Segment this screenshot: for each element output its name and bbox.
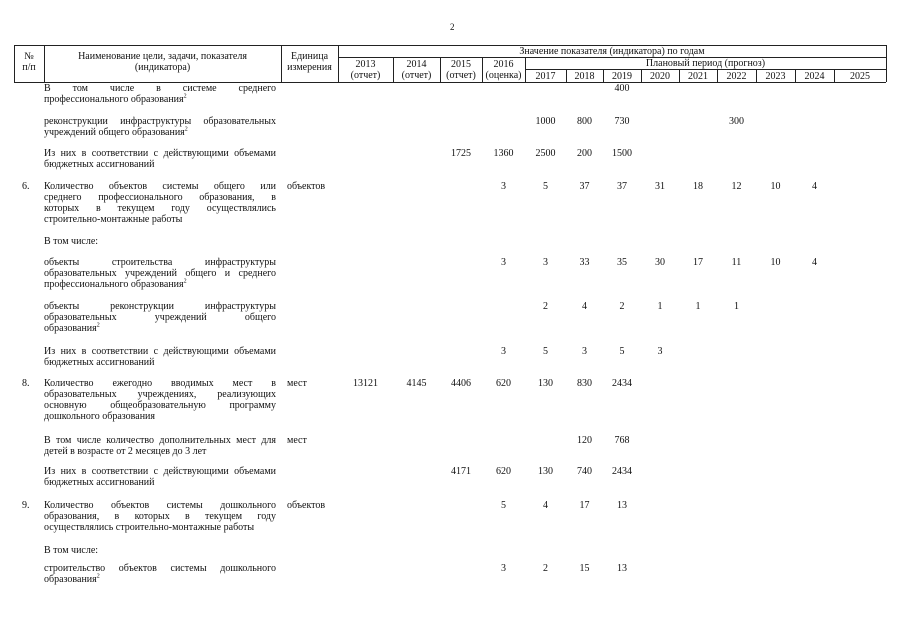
- row-number: 6.: [22, 181, 30, 192]
- header-plan-year: 2017: [535, 71, 556, 82]
- row-value: 30: [655, 257, 665, 268]
- row-label-line: образовательных учреждений общего: [44, 312, 276, 323]
- row-value: 18: [693, 181, 703, 192]
- row-value: 1: [657, 301, 663, 312]
- footnote-marker: 2: [96, 322, 100, 329]
- row-unit: мест: [287, 435, 307, 446]
- header-plan-year: 2022: [726, 71, 747, 82]
- row-label-line: Количество ежегодно вводимых мест в: [44, 378, 276, 389]
- row-label-line: осуществлялись строительно-монтажные работы: [44, 522, 255, 533]
- row-value: 4145: [406, 378, 427, 389]
- header-year: 2013: [355, 59, 376, 70]
- row-value: 5: [501, 500, 506, 511]
- row-value: 768: [614, 435, 630, 446]
- header-year: 2014: [406, 59, 427, 70]
- row-value: 10: [770, 257, 781, 268]
- row-value: 5: [543, 346, 548, 357]
- row-value: 4: [812, 181, 817, 192]
- row-value: 11: [731, 257, 742, 268]
- row-value: 4171: [451, 466, 471, 477]
- row-value: 620: [496, 466, 511, 477]
- row-value: 17: [579, 500, 590, 511]
- row-value: 4: [582, 301, 587, 312]
- row-label-line: которых в текущем году осуществлялись: [44, 203, 276, 214]
- row-value: 35: [617, 257, 627, 268]
- row-label-line: профессионального образования$^2$: [44, 278, 187, 290]
- row-label-line: образовательных учреждений общего и среднего: [44, 268, 276, 279]
- row-value: 3: [501, 181, 506, 192]
- row-value: 5: [543, 181, 548, 192]
- row-label-line: строительство объектов системы дошкольного: [44, 563, 276, 574]
- row-unit: объектов: [287, 181, 326, 192]
- header-year: 2015: [451, 59, 471, 70]
- row-value: 13: [617, 500, 627, 511]
- row-label-line: основную общеобразовательную программу: [44, 400, 276, 411]
- row-value: 10: [770, 181, 781, 192]
- row-label-line: Количество объектов системы дошкольного: [44, 500, 276, 511]
- footnote-marker: 2: [96, 573, 100, 580]
- row-value: 5: [619, 346, 625, 357]
- row-value: 3: [582, 346, 587, 357]
- row-value: 830: [577, 378, 592, 389]
- row-value: 33: [579, 257, 590, 268]
- header-year-status: (отчет): [446, 70, 476, 81]
- header-name-sub: (индикатора): [134, 62, 191, 73]
- row-value: 31: [655, 181, 665, 192]
- row-label-line: объекты реконструкции инфраструктуры: [44, 301, 276, 312]
- row-value: 400: [614, 83, 630, 94]
- header-plan-title: Плановый период (прогноз): [645, 58, 766, 69]
- row-value: 730: [614, 116, 630, 127]
- row-value: 130: [538, 378, 553, 389]
- row-value: 17: [693, 257, 703, 268]
- row-label-line: Количество объектов системы общего или: [44, 181, 276, 192]
- header-year-status: (отчет): [401, 70, 432, 81]
- row-value: 800: [577, 116, 592, 127]
- row-label-line: объекты строительства инфраструктуры: [44, 257, 276, 268]
- row-value: 2: [543, 563, 548, 574]
- row-value: 3: [501, 257, 506, 268]
- row-label-line: Из них в соответствии с действующими объемами: [44, 466, 276, 477]
- page-number: 2: [450, 22, 455, 32]
- row-label-line: образования, в которых в текущем году: [44, 511, 276, 522]
- header-year-status: (отчет): [350, 70, 381, 81]
- row-value: 3: [543, 257, 548, 268]
- row-label-line: бюджетных ассигнований: [44, 357, 155, 368]
- header-num-sub: п/п: [22, 62, 36, 73]
- row-value: 12: [731, 181, 742, 192]
- row-value: 2500: [535, 148, 556, 159]
- row-value: 3: [501, 346, 506, 357]
- row-value: 1: [734, 301, 739, 312]
- row-number: 9.: [22, 500, 30, 511]
- header-plan-year: 2018: [574, 71, 595, 82]
- row-label-line: реконструкции инфраструктуры образовательных: [44, 116, 276, 127]
- row-value: 1725: [451, 148, 471, 159]
- row-label-line: образовательных учреждениях, реализующих: [44, 389, 276, 400]
- header-plan-year: 2024: [804, 71, 825, 82]
- row-value: 3: [657, 346, 663, 357]
- header-plan-year: 2021: [688, 71, 708, 82]
- row-value: 2434: [612, 378, 632, 389]
- header-name: Наименование цели, задачи, показателя: [78, 51, 247, 62]
- row-value: 4: [543, 500, 548, 511]
- footnote-marker: 2: [184, 126, 188, 133]
- row-value: 2: [619, 301, 625, 312]
- header-num: №: [24, 51, 34, 62]
- header-plan-divider: [525, 69, 886, 70]
- row-value: 1: [695, 301, 701, 312]
- row-value: 3: [501, 563, 506, 574]
- row-label-line: строительно-монтажные работы: [44, 214, 183, 225]
- row-label-line: бюджетных ассигнований: [44, 477, 155, 488]
- row-value: 200: [577, 148, 592, 159]
- row-value: 1500: [612, 148, 632, 159]
- row-label-line: бюджетных ассигнований: [44, 159, 155, 170]
- row-label-line: В том числе количество дополнительных мест для: [44, 435, 276, 446]
- row-value: 2: [543, 301, 548, 312]
- header-year-status: (оценка): [485, 70, 522, 81]
- row-value: 37: [579, 181, 590, 192]
- row-value: 13: [617, 563, 627, 574]
- row-label-line: образования$^2$: [44, 322, 100, 334]
- row-value: 300: [729, 116, 744, 127]
- row-value: 620: [496, 378, 511, 389]
- row-label-line: профессионального образования$^2$: [44, 93, 187, 105]
- row-value: 4406: [451, 378, 471, 389]
- row-value: 15: [579, 563, 590, 574]
- row-value: 1000: [535, 116, 556, 127]
- row-label-line: В том числе в системе среднего: [44, 83, 276, 94]
- row-label-line: В том числе:: [44, 545, 99, 556]
- row-label-line: Из них в соответствии с действующими объемами: [44, 148, 276, 159]
- header-plan-year: 2025: [850, 71, 870, 82]
- header-unit: Единица: [290, 51, 329, 62]
- row-value: 1360: [493, 148, 514, 159]
- row-label-line: учреждений общего образования$^2$: [44, 126, 188, 138]
- row-value: 740: [577, 466, 592, 477]
- header-plan-year: 2023: [765, 71, 786, 82]
- row-label-line: В том числе:: [44, 236, 99, 247]
- row-label-line: среднего профессионального образования, в: [44, 192, 276, 203]
- footnote-marker: 2: [183, 93, 187, 100]
- header-values-title: Значение показателя (индикатора) по годам: [519, 46, 705, 57]
- row-value: 4: [812, 257, 817, 268]
- row-label-line: детей в возрасте от 2 месяцев до 3 лет: [44, 446, 207, 457]
- row-value: 13121: [353, 378, 378, 389]
- row-label-line: Из них в соответствии с действующими объемами: [44, 346, 276, 357]
- header-unit-sub: измерения: [287, 62, 332, 73]
- header-plan-year: 2020: [650, 71, 670, 82]
- row-unit: мест: [287, 378, 307, 389]
- row-value: 2434: [612, 466, 632, 477]
- header-plan-year: 2019: [612, 71, 632, 82]
- row-value: 120: [577, 435, 592, 446]
- row-unit: объектов: [287, 500, 326, 511]
- row-label-line: дошкольного образования: [44, 411, 156, 422]
- footnote-marker: 2: [183, 278, 187, 285]
- header-right-border: [886, 45, 887, 82]
- row-number: 8.: [22, 378, 30, 389]
- row-value: 37: [617, 181, 627, 192]
- header-year: 2016: [493, 59, 514, 70]
- row-label-line: образования$^2$: [44, 573, 100, 585]
- row-value: 130: [538, 466, 553, 477]
